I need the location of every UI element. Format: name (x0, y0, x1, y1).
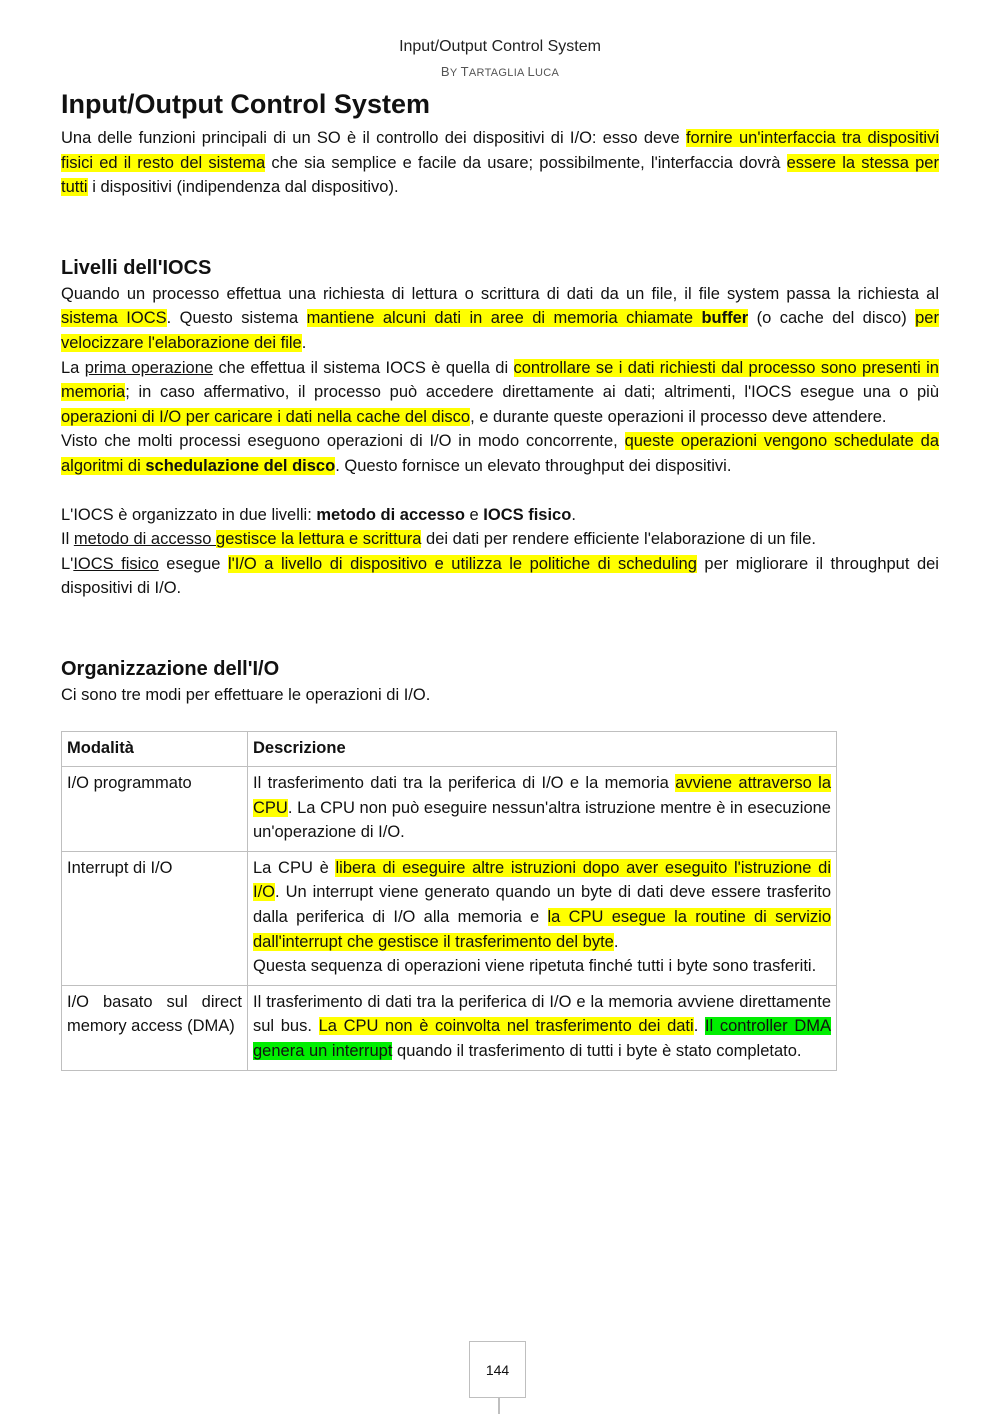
levels-paragraph-3: Visto che molti processi eseguono operazioni di I/O in modo concorrente, queste operazioni vengono schedulate da algoritmi di schedulazione del disco. Questo fornisce un elevato throughput dei dispositivi. (61, 432, 939, 475)
table-cell-mode: Interrupt di I/O (62, 851, 248, 985)
table-header-description: Descrizione (248, 731, 837, 767)
table-cell-description: La CPU è libera di eseguire altre istruzioni dopo aver eseguito l'istruzione di I/O. Un interrupt viene generato quando un byte di dati deve essere trasferito dalla periferica di I/O alla memoria e la CPU esegue la routine di servizio dall'interrupt che gestisce il trasferimento del byte. Questa sequenza di operazioni viene ripetuta finché tutti i byte sono trasferiti. (248, 851, 837, 985)
running-header-author: BY TARTAGLIA LUCA (440, 64, 560, 79)
table-row (62, 985, 837, 1070)
levels-paragraph-4: L'IOCS è organizzato in due livelli: metodo di accesso e IOCS fisico. (61, 505, 576, 524)
levels-paragraph-6: L'IOCS fisico esegue l'I/O a livello di dispositivo e utilizza le politiche di scheduling per migliorare il throughput dei dispositivi di I/O. (61, 554, 939, 598)
table-header-row (62, 731, 837, 767)
table-cell-mode: I/O programmato (62, 767, 248, 852)
levels-paragraph-2: La prima operazione che effettua il sistema IOCS è quella di controllare se i dati richiesti dal processo sono presenti in memoria; in caso affermativo, il processo può accedere direttamente ai dati; altrimenti, l'IOCS esegue una o più operazioni di I/O per caricare i dati nella cache del disco, e durante queste operazioni il processo deve attendere. (61, 358, 939, 426)
section-heading-organization: Organizzazione dell'I/O (61, 657, 280, 680)
table-cell-description: Il trasferimento dati tra la periferica di I/O e la memoria avviene attraverso la CPU. La CPU non può eseguire nessun'altra istruzione mentre è in esecuzione un'operazione di I/O. (248, 767, 837, 852)
table-row (62, 851, 837, 985)
running-header-title: Input/Output Control System (399, 38, 601, 55)
levels-paragraph-1: Quando un processo effettua una richiesta di lettura o scrittura di dati da un file, il file system passa la richiesta al sistema IOCS. Questo sistema mantiene alcuni dati in aree di memoria chiamate buffer (o cache del disco) per velocizzare l'elaborazione dei file. (61, 284, 939, 352)
page-content (61, 86, 939, 1071)
page-title: Input/Output Control System (61, 89, 430, 119)
intro-paragraph: Una delle funzioni principali di un SO è il controllo dei dispositivi di I/O: esso deve fornire un'interfaccia tra dispositivi fisici ed il resto del sistema che sia semplice e facile da usare; possibilmente, l'interfaccia dovrà essere la stessa per tutti i dispositivi (indipendenza dal dispositivo). (61, 129, 939, 197)
io-modes-table (61, 731, 837, 1071)
organization-intro: Ci sono tre modi per effettuare le operazioni di I/O. (61, 685, 431, 704)
table-cell-description: Il trasferimento di dati tra la periferica di I/O e la memoria avviene direttamente sul bus. La CPU non è coinvolta nel trasferimento dei dati. Il controller DMA genera un interrupt quando il trasferimento di tutti i byte è stato completato. (248, 985, 837, 1070)
section-heading-levels: Livelli dell'IOCS (61, 256, 212, 279)
levels-paragraph-5: Il metodo di accesso gestisce la lettura e scrittura dei dati per rendere efficiente l'elaborazione di un file. (61, 530, 816, 549)
table-row (62, 767, 837, 852)
table-header-mode: Modalità (62, 731, 248, 767)
page-number: 144 (469, 1341, 526, 1398)
table-cell-mode: I/O basato sul direct memory access (DMA) (62, 985, 248, 1070)
page-number-connector (498, 1398, 500, 1414)
